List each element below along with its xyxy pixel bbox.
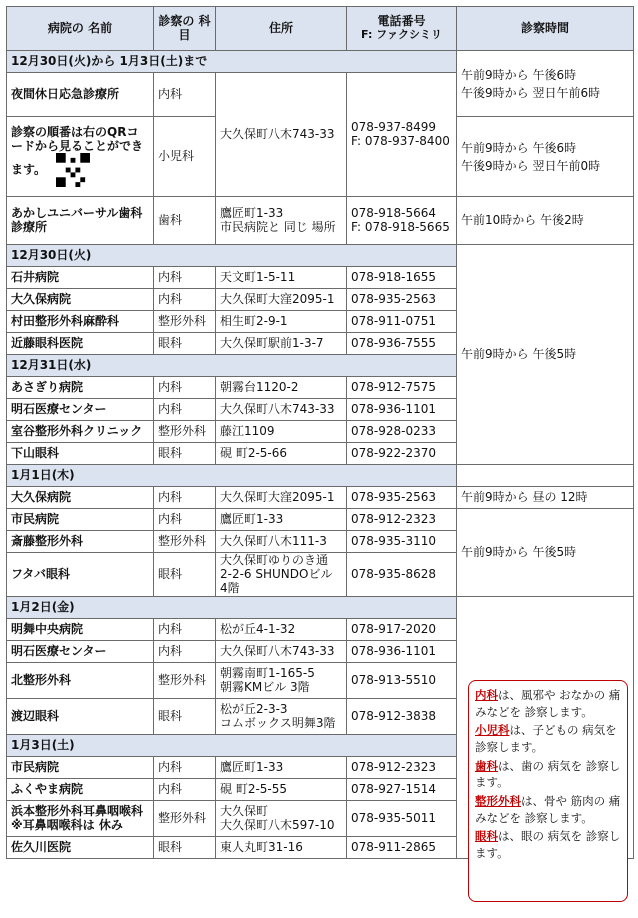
clinic-dept: 整形外科	[154, 663, 216, 699]
note-keyword: 歯科	[475, 758, 498, 773]
address-line-2: コムボックス明舞3階	[220, 715, 336, 730]
fax-number: F: 078-918-5665	[351, 219, 450, 234]
clinic-phone: 078-911-0751	[347, 311, 457, 333]
clinic-dept: 眼科	[154, 699, 216, 735]
table-row	[7, 197, 634, 245]
clinic-name: 石井病院	[7, 267, 154, 289]
clinic-phone: 078-935-5011	[347, 801, 457, 837]
clinic-name: 斎藤整形外科	[7, 531, 154, 553]
clinic-address: 天文町1-5-11	[216, 267, 347, 289]
clinic-phone: 078-918-1655	[347, 267, 457, 289]
address-line-2: 朝霧KMビル 3階	[220, 679, 310, 694]
clinic-name: 渡辺眼科	[7, 699, 154, 735]
clinic-name: 近藤眼科医院	[7, 333, 154, 355]
header-addr: 住所	[216, 7, 347, 51]
clinic-dept: 整形外科	[154, 311, 216, 333]
clinic-name: 大久保病院	[7, 289, 154, 311]
note-keyword: 整形外科	[475, 794, 521, 809]
clinic-address: 松が丘4-1-32	[216, 619, 347, 641]
section-label: 1月3日(土)	[7, 735, 457, 757]
clinic-phone: 078-912-2323	[347, 509, 457, 531]
clinic-address	[216, 801, 347, 837]
clinic-phone: 078-911-2865	[347, 837, 457, 859]
clinic-dept: 内科	[154, 779, 216, 801]
header-fax-label: F: ファクシミリ	[361, 28, 442, 42]
clinic-dept: 小児科	[154, 117, 216, 197]
clinic-name: あかしユニバーサル歯科診療所	[7, 197, 154, 245]
note-text: は、子どもの 病気を 診察します。	[475, 723, 617, 755]
header-hours: 診察時間	[457, 7, 634, 51]
clinic-name: 市民病院	[7, 757, 154, 779]
clinic-name: フタバ眼科	[7, 553, 154, 597]
clinic-phone: 078-935-2563	[347, 487, 457, 509]
clinic-dept: 内科	[154, 757, 216, 779]
hours-cell: 午前9時から 昼の 12時	[457, 487, 634, 509]
clinic-phone	[347, 73, 457, 197]
clinic-name	[7, 801, 154, 837]
clinic-name: 大久保病院	[7, 487, 154, 509]
address-line: 朝霧南町1-165-5	[220, 666, 315, 681]
clinic-phone: 078-912-2323	[347, 757, 457, 779]
note-line	[475, 758, 621, 791]
clinic-name: 下山眼科	[7, 443, 154, 465]
clinic-dept: 眼科	[154, 837, 216, 859]
note-line	[475, 687, 621, 720]
table-header-row	[7, 7, 634, 51]
section-label: 12月30日(火)から 1月3日(土)まで	[7, 51, 457, 73]
clinic-phone: 078-936-1101	[347, 399, 457, 421]
clinic-name: 明石医療センター	[7, 399, 154, 421]
clinic-name: 室谷整形外科クリニック	[7, 421, 154, 443]
header-phone	[347, 7, 457, 51]
clinic-dept: 内科	[154, 509, 216, 531]
note-keyword: 眼科	[475, 829, 498, 844]
clinic-name: 夜間休日応急診療所	[7, 73, 154, 117]
table-row	[7, 509, 634, 531]
clinic-phone: 078-936-7555	[347, 333, 457, 355]
hours-line: 午前9時から 午後6時	[461, 67, 577, 82]
section-label: 1月1日(木)	[7, 465, 457, 487]
note-text: は、風邪や おなかの 痛みなどを 診察します。	[475, 688, 621, 719]
clinic-name: 佐久川医院	[7, 837, 154, 859]
header-phone-label: 電話番号	[377, 14, 426, 29]
clinic-name: 北整形外科	[7, 663, 154, 699]
clinic-dept: 内科	[154, 289, 216, 311]
clinic-phone: 078-913-5510	[347, 663, 457, 699]
section-label: 12月30日(火)	[7, 245, 457, 267]
clinic-name: ふくやま病院	[7, 779, 154, 801]
section-row	[7, 465, 634, 487]
section-row	[7, 51, 634, 73]
address-line-2: 大久保町八木597-10	[220, 817, 335, 832]
clinic-phone: 078-912-3838	[347, 699, 457, 735]
table-row	[7, 487, 634, 509]
phone-number: 078-937-8499	[351, 119, 437, 134]
clinic-dept: 整形外科	[154, 801, 216, 837]
note-line	[475, 793, 621, 826]
clinic-address	[216, 553, 347, 597]
clinic-phone: 078-928-0233	[347, 421, 457, 443]
clinic-name: 明舞中央病院	[7, 619, 154, 641]
phone-number: 078-918-5664	[351, 205, 437, 220]
hours-cell	[457, 117, 634, 197]
clinic-dept: 内科	[154, 487, 216, 509]
clinic-address: 大久保町大窪2095-1	[216, 289, 347, 311]
section-row	[7, 245, 634, 267]
clinic-phone: 078-935-3110	[347, 531, 457, 553]
department-note-box	[468, 680, 628, 902]
hours-line: 午前9時から 午後6時	[461, 140, 577, 155]
hours-cell: 午前9時から 午後5時	[457, 509, 634, 597]
hours-cell: 午前10時から 午後2時	[457, 197, 634, 245]
clinic-note	[7, 117, 154, 197]
clinic-phone: 078-936-1101	[347, 641, 457, 663]
note-line	[475, 828, 621, 861]
address-line: 松が丘2-3-3	[220, 702, 288, 717]
clinic-dept: 内科	[154, 267, 216, 289]
clinic-dept: 整形外科	[154, 531, 216, 553]
clinic-address: 大久保町八木743-33	[216, 641, 347, 663]
section-label: 12月31日(水)	[7, 355, 457, 377]
note-text: は、眼の 病気を 診察します。	[475, 829, 621, 861]
clinic-dept: 眼科	[154, 553, 216, 597]
clinic-address: 相生町2-9-1	[216, 311, 347, 333]
fax-number: F: 078-937-8400	[351, 133, 450, 148]
clinic-dept: 歯科	[154, 197, 216, 245]
address-line-2: 2-2-6 SHUNDOビル 4階	[220, 566, 333, 595]
hours-cell	[457, 51, 634, 117]
clinic-name: 明石医療センター	[7, 641, 154, 663]
clinic-phone: 078-935-8628	[347, 553, 457, 597]
clinic-address: 東人丸町31-16	[216, 837, 347, 859]
hours-band	[457, 465, 634, 487]
clinic-phone: 078-917-2020	[347, 619, 457, 641]
clinic-dept: 内科	[154, 641, 216, 663]
address-line: 鷹匠町1-33	[220, 205, 284, 220]
clinic-address: 大久保町八木111-3	[216, 531, 347, 553]
note-keyword: 内科	[475, 688, 498, 702]
address-line: 大久保町ゆりのき通	[220, 553, 329, 567]
clinic-address	[216, 699, 347, 735]
clinic-phone	[347, 197, 457, 245]
clinic-dept: 内科	[154, 377, 216, 399]
qr-code-icon[interactable]	[56, 153, 90, 187]
clinic-dept: 内科	[154, 73, 216, 117]
clinic-dept: 眼科	[154, 443, 216, 465]
section-label: 1月2日(金)	[7, 597, 457, 619]
clinic-dept: 整形外科	[154, 421, 216, 443]
clinic-name-line: 浜本整形外科耳鼻咽喉科	[11, 804, 144, 819]
clinic-name: あさぎり病院	[7, 377, 154, 399]
clinic-address: 鷹匠町1-33	[216, 757, 347, 779]
note-keyword: 小児科	[475, 723, 510, 738]
clinic-name: 市民病院	[7, 509, 154, 531]
header-name: 病院の 名前	[7, 7, 154, 51]
address-line: 大久保町	[220, 804, 269, 819]
clinic-phone: 078-922-2370	[347, 443, 457, 465]
clinic-phone: 078-927-1514	[347, 779, 457, 801]
header-dept: 診察の 科目	[154, 7, 216, 51]
note-line	[475, 722, 621, 755]
hours-cell: 午前9時から 午後5時	[457, 245, 634, 465]
clinic-address	[216, 197, 347, 245]
clinic-address	[216, 663, 347, 699]
clinic-address: 硯 町2-5-55	[216, 779, 347, 801]
clinic-address: 朝霧台1120-2	[216, 377, 347, 399]
clinic-address: 硯 町2-5-66	[216, 443, 347, 465]
clinic-address: 大久保町八木743-33	[216, 399, 347, 421]
hours-line: 午後9時から 翌日午前6時	[461, 85, 601, 100]
clinic-dept: 内科	[154, 399, 216, 421]
note-text: は、歯の 病気を 診察します。	[475, 758, 621, 790]
clinic-address: 藤江1109	[216, 421, 347, 443]
clinic-phone: 078-912-7575	[347, 377, 457, 399]
clinic-dept: 内科	[154, 619, 216, 641]
clinic-address: 大久保町大窪2095-1	[216, 487, 347, 509]
qr-note-text: 診察の順番は右のQRコードから見ることができます。	[11, 124, 144, 177]
clinic-name-note: ※耳鼻咽喉科は 休み	[11, 817, 123, 832]
section-row	[7, 597, 634, 619]
clinic-address: 大久保町駅前1-3-7	[216, 333, 347, 355]
address-line-2: 市民病院と 同じ 場所	[220, 219, 336, 234]
clinic-phone: 078-935-2563	[347, 289, 457, 311]
clinic-address: 鷹匠町1-33	[216, 509, 347, 531]
hours-line: 午後9時から 翌日午前0時	[461, 158, 601, 173]
clinic-name: 村田整形外科麻酔科	[7, 311, 154, 333]
clinic-dept: 眼科	[154, 333, 216, 355]
note-text: は、骨や 筋肉の 痛みなどを 診察します。	[475, 794, 621, 825]
clinic-address: 大久保町八木743-33	[216, 73, 347, 197]
